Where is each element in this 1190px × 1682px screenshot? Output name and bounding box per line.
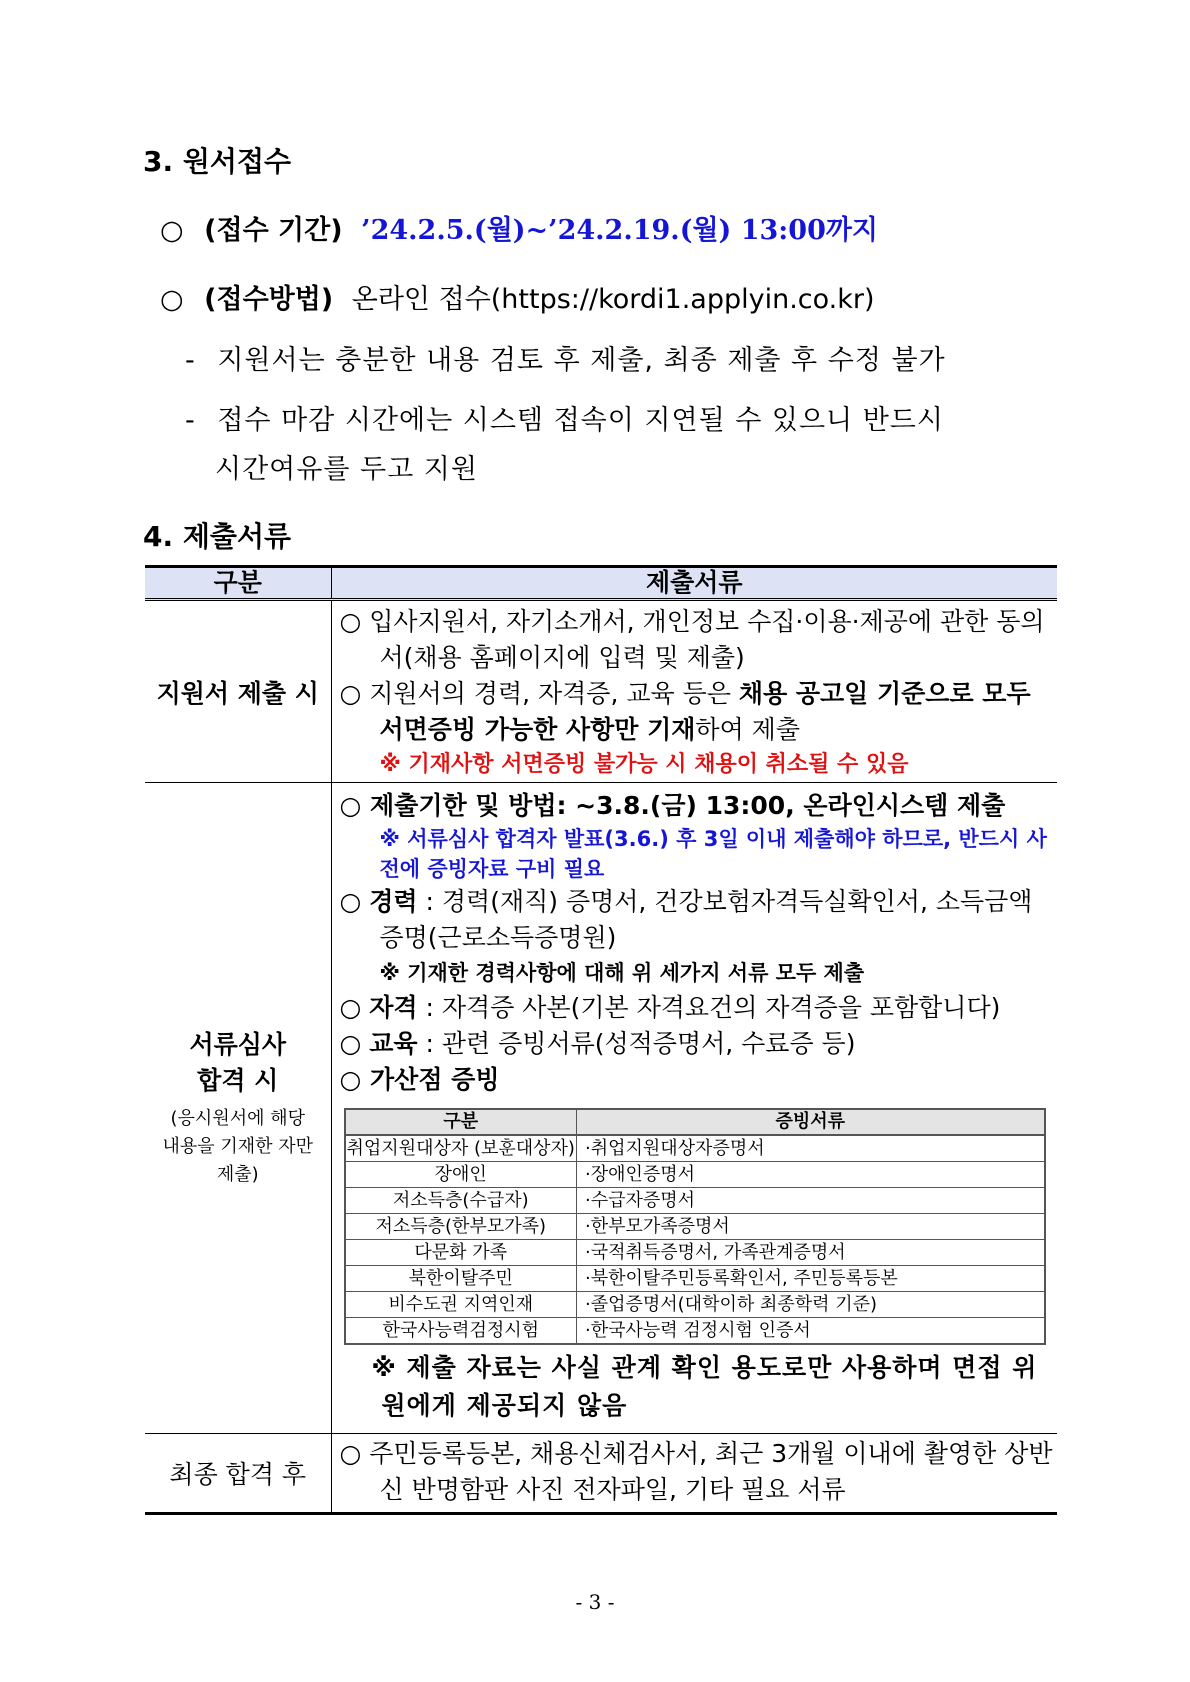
bonus-document: ·수급자증명서 bbox=[577, 1188, 1045, 1214]
category-note: (응시원서에 해당 내용을 기재한 자만 제출) bbox=[162, 1108, 314, 1185]
bonus-document: ·졸업증명서(대학이하 최종학력 기준) bbox=[577, 1292, 1045, 1318]
warning-note: ※ 기재사항 서면증빙 불가능 시 채용이 취소될 수 있음 bbox=[379, 752, 909, 777]
career-item: ○ 경력 : 경력(재직) 증명서, 건강보험자격득실확인서, 소득금액 증명(근로소득증명원) bbox=[339, 887, 1033, 952]
bonus-category: 저소득층(한부모가족) bbox=[345, 1214, 577, 1240]
row-category: 지원서 제출 시 bbox=[145, 600, 331, 783]
row-content bbox=[331, 1434, 1057, 1514]
dash: - bbox=[185, 345, 195, 376]
bonus-category: 북한이탈주민 bbox=[345, 1266, 577, 1292]
bonus-category: 저소득층(수급자) bbox=[345, 1188, 577, 1214]
note-2-cont: 시간여유를 두고 지원 bbox=[215, 454, 478, 485]
bonus-category: 비수도권 지역인재 bbox=[345, 1292, 577, 1318]
table-row bbox=[345, 1135, 1045, 1162]
bonus-table bbox=[344, 1108, 1046, 1345]
table-row bbox=[345, 1214, 1045, 1240]
period-value: ’24.2.5.(월)~’24.2.19.(월) 13:00까지 bbox=[361, 215, 879, 246]
table-row bbox=[145, 1434, 1057, 1514]
bonus-document: ·한부모가족증명서 bbox=[577, 1214, 1045, 1240]
row-content bbox=[331, 600, 1057, 783]
bonus-category: 한국사능력검정시험 bbox=[345, 1318, 577, 1345]
bonus-document: ·북한이탈주민등록확인서, 주민등록등본 bbox=[577, 1266, 1045, 1292]
bonus-document: ·취업지원대상자증명서 bbox=[577, 1135, 1045, 1162]
table-row bbox=[145, 600, 1057, 783]
row-content bbox=[331, 783, 1057, 1434]
page-number: - 3 - bbox=[575, 1590, 615, 1614]
method-value: 온라인 접수(https://kordi1.applyin.co.kr) bbox=[351, 284, 875, 315]
method-line bbox=[160, 277, 875, 316]
table-row bbox=[345, 1188, 1045, 1214]
method-label: (접수방법) bbox=[204, 284, 334, 315]
bonus-header-category: 구분 bbox=[345, 1109, 577, 1135]
header-documents: 제출서류 bbox=[331, 567, 1057, 600]
row-category: 최종 합격 후 bbox=[145, 1434, 331, 1514]
note-2 bbox=[185, 398, 944, 437]
table-row bbox=[345, 1240, 1045, 1266]
table-row bbox=[145, 783, 1057, 1434]
deadline-item: ○ 제출기한 및 방법: ~3.8.(금) 13:00, 온라인시스템 제출 bbox=[339, 791, 1006, 820]
table-row bbox=[345, 1318, 1045, 1345]
note-1-text: 지원서는 충분한 내용 검토 후 제출, 최종 제출 후 수정 불가 bbox=[217, 345, 946, 376]
bonus-category: 장애인 bbox=[345, 1162, 577, 1188]
bonus-document: ·국적취득증명서, 가족관계증명서 bbox=[577, 1240, 1045, 1266]
section-4-title: 4. 제출서류 bbox=[143, 520, 292, 553]
list-item: ○ 입사지원서, 자기소개서, 개인정보 수집·이용·제공에 관한 동의서(채용 홈페이지에 입력 및 제출) bbox=[339, 607, 1045, 672]
bonus-document: ·장애인증명서 bbox=[577, 1162, 1045, 1188]
bullet: ○ bbox=[160, 215, 184, 246]
header-category: 구분 bbox=[145, 567, 331, 600]
bonus-document: ·한국사능력 검정시험 인증서 bbox=[577, 1318, 1045, 1345]
bonus-item: ○ 가산점 증빙 bbox=[339, 1065, 500, 1094]
edu-item: ○ 교육 : 관련 증빙서류(성적증명서, 수료증 등) bbox=[339, 1029, 856, 1058]
final-note: ※ 제출 자료는 사실 관계 확인 용도로만 사용하며 면접 위원에게 제공되지 않음 bbox=[371, 1353, 1038, 1420]
table-row bbox=[345, 1266, 1045, 1292]
bonus-category: 취업지원대상자 (보훈대상자) bbox=[345, 1135, 577, 1162]
list-item: ○ 지원서의 경력, 자격증, 교육 등은 채용 공고일 기준으로 모두 서면증빙 가능한 사항만 기재하여 제출 bbox=[339, 679, 1031, 744]
table-header bbox=[145, 567, 1057, 600]
category-line1: 서류심사 bbox=[189, 1030, 287, 1059]
note-2-text: 접수 마감 시간에는 시스템 접속이 지연될 수 있으니 반드시 bbox=[217, 405, 944, 436]
note-1 bbox=[185, 338, 946, 377]
license-item: ○ 자격 : 자격증 사본(기본 자격요건의 자격증을 포함합니다) bbox=[339, 993, 1001, 1022]
period-line bbox=[160, 208, 878, 247]
list-item: ○ 주민등록등본, 채용신체검사서, 최근 3개월 이내에 촬영한 상반신 반명함판 사진 전자파일, 기타 필요 서류 bbox=[339, 1439, 1053, 1504]
row-category bbox=[145, 783, 331, 1434]
table-row bbox=[345, 1162, 1045, 1188]
bonus-category: 다문화 가족 bbox=[345, 1240, 577, 1266]
career-note: ※ 기재한 경력사항에 대해 위 세가지 서류 모두 제출 bbox=[379, 961, 865, 985]
bonus-header-documents: 증빙서류 bbox=[577, 1109, 1045, 1135]
section-3-title: 3. 원서접수 bbox=[143, 145, 292, 178]
category-line2: 합격 시 bbox=[197, 1066, 279, 1095]
bonus-table-header bbox=[345, 1109, 1045, 1135]
table-row bbox=[345, 1292, 1045, 1318]
period-label: (접수 기간) bbox=[204, 215, 343, 246]
bullet: ○ bbox=[160, 284, 184, 315]
documents-table bbox=[145, 565, 1057, 1515]
dash: - bbox=[185, 405, 195, 436]
deadline-note: ※ 서류심사 합격자 발표(3.6.) 후 3일 이내 제출해야 하므로, 반드시 사전에 증빙자료 구비 필요 bbox=[379, 827, 1047, 881]
